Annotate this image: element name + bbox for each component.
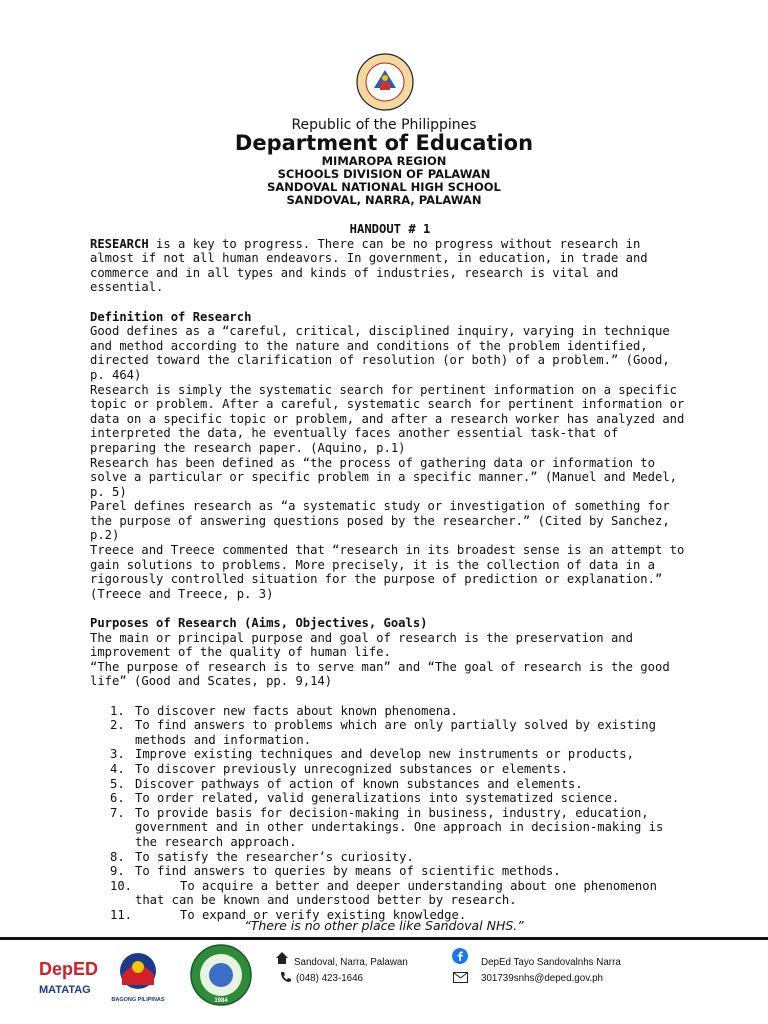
division-heading: SCHOOLS DIVISION OF PALAWAN xyxy=(277,167,491,181)
bagong-pilipinas-logo xyxy=(108,947,168,1005)
sandoval-nhs-seal xyxy=(186,944,256,1006)
list-number: 11. xyxy=(110,907,133,922)
purposes-intro: The main or principal purpose and goal of research is the preservation and improvement of the quality of human life. xyxy=(90,630,633,660)
department-heading: Department of Education xyxy=(234,131,534,155)
mail-icon xyxy=(453,972,468,983)
handout-body xyxy=(90,222,690,923)
list-number: 4. xyxy=(110,761,125,776)
footer-phone: (048) 423-1646 xyxy=(296,973,363,984)
footer-facebook[interactable]: DepEd Tayo Sandovalnhs Narra xyxy=(481,957,621,968)
list-text: To discover previously unrecognized substances or elements. xyxy=(135,761,568,776)
deped-matatag-logo xyxy=(38,953,100,999)
definition-item: Research is simply the systematic search for pertinent information on a specific topic or problem. After a careful, systematic search for pertinent information or data on a specific topic or problem, and after a research worker has analyzed and interpreted the data, he eventually faces another essential task-that of preparing the research paper. (Aquino, p.1) xyxy=(90,382,685,455)
footer xyxy=(0,941,768,1011)
list-text: To expand or verify existing knowledge. xyxy=(180,907,467,922)
purposes-intro: “The purpose of research is to serve man” and “The goal of research is the good life” (Good and Scates, pp. 9,14) xyxy=(90,659,670,689)
list-text: To order related, valid generalizations into systematized science. xyxy=(135,791,620,806)
list-text: To find answers to problems which are only partially solved by existing methods and information. xyxy=(135,718,656,747)
address-heading: SANDOVAL, NARRA, PALAWAN xyxy=(286,193,482,207)
list-number: 8. xyxy=(110,849,125,864)
list-text: Discover pathways of action of known substances and elements. xyxy=(135,776,583,791)
list-number: 10. xyxy=(110,878,133,893)
footer-email[interactable]: 301739snhs@deped.gov.ph xyxy=(481,973,603,984)
definition-heading: Definition of Research xyxy=(90,309,252,324)
list-number: 6. xyxy=(110,791,125,806)
intro-bold: RESEARCH xyxy=(90,236,149,251)
list-item xyxy=(90,879,690,908)
definition-item: Parel defines research as “a systematic study or investigation of something for the purpose of answering questions posed by the researcher.” (Cited by Sanchez, p.2) xyxy=(90,499,670,543)
list-number: 5. xyxy=(110,776,125,791)
purposes-heading: Purposes of Research (Aims, Objectives, Goals) xyxy=(90,616,428,631)
list-text: To discover new facts about known phenomena. xyxy=(135,703,458,718)
footer-address: Sandoval, Narra, Palawan xyxy=(294,957,408,968)
phone-icon xyxy=(280,971,292,983)
definition-item: Research has been defined as “the process of gathering data or information to solve a particular or specific problem in a specific manner.” (Manuel and Medel, p. 5) xyxy=(90,455,677,499)
bagong-pilipinas-text: BAGONG PILIPINAS xyxy=(111,997,165,1003)
deped-seal xyxy=(350,52,420,112)
matatag-text: MATATAG xyxy=(39,984,91,996)
list-item xyxy=(90,806,690,850)
list-text: Improve existing techniques and develop new instruments or products, xyxy=(135,747,634,762)
list-item xyxy=(90,791,690,806)
purposes-list xyxy=(90,704,690,923)
list-number: 9. xyxy=(110,864,125,879)
deped-logo-text: DepED xyxy=(39,959,99,979)
list-number: 7. xyxy=(110,805,125,820)
list-item xyxy=(90,777,690,792)
list-text: To acquire a better and deeper understanding about one phenomenon that can be known and understood better by research. xyxy=(135,878,657,908)
intro-paragraph xyxy=(90,237,690,295)
handout-title: HANDOUT # 1 xyxy=(349,222,431,236)
region-heading: MIMAROPA REGION xyxy=(321,154,447,168)
list-item xyxy=(90,850,690,865)
footer-divider xyxy=(0,937,768,940)
list-number: 1. xyxy=(110,703,125,718)
facebook-icon[interactable] xyxy=(452,948,468,964)
list-number: 3. xyxy=(110,747,125,762)
list-item xyxy=(90,704,690,719)
list-item xyxy=(90,718,690,747)
school-heading: SANDOVAL NATIONAL HIGH SCHOOL xyxy=(267,180,501,194)
list-text: To provide basis for decision-making in business, industry, education, government and in other undertakings. One approach in decision-making is the research approach. xyxy=(135,805,664,849)
list-item xyxy=(90,747,690,762)
seal-year: 1984 xyxy=(214,998,228,1004)
list-number: 2. xyxy=(110,718,125,733)
intro-text: is a key to progress. There can be no progress without research in almost if not all human endeavors. In government, in education, in trade and commerce and in all types and kinds of industries, research is vital and essential. xyxy=(90,236,648,295)
republic-heading: Republic of the Philippines xyxy=(291,117,477,133)
list-text: To find answers to queries by means of scientific methods. xyxy=(135,864,561,879)
school-motto: “There is no other place like Sandoval NHS.” xyxy=(244,918,524,933)
definition-item: Treece and Treece commented that “research in its broadest sense is an attempt to gain solutions to problems. More precisely, it is the collection of data in a rigorously controlled situation for the purpose of prediction or explanation.” (Treece and Treece, p. 3) xyxy=(90,543,685,601)
list-item xyxy=(90,864,690,879)
definition-item: Good defines as a “careful, critical, disciplined inquiry, varying in technique and method according to the nature and conditions of the problem identified, directed toward the clarification of resolution (or both) of a problem.” (Good, p. 464) xyxy=(90,324,670,382)
home-icon xyxy=(274,950,290,966)
list-item xyxy=(90,762,690,777)
list-text: To satisfy the researcher’s curiosity. xyxy=(135,849,414,864)
